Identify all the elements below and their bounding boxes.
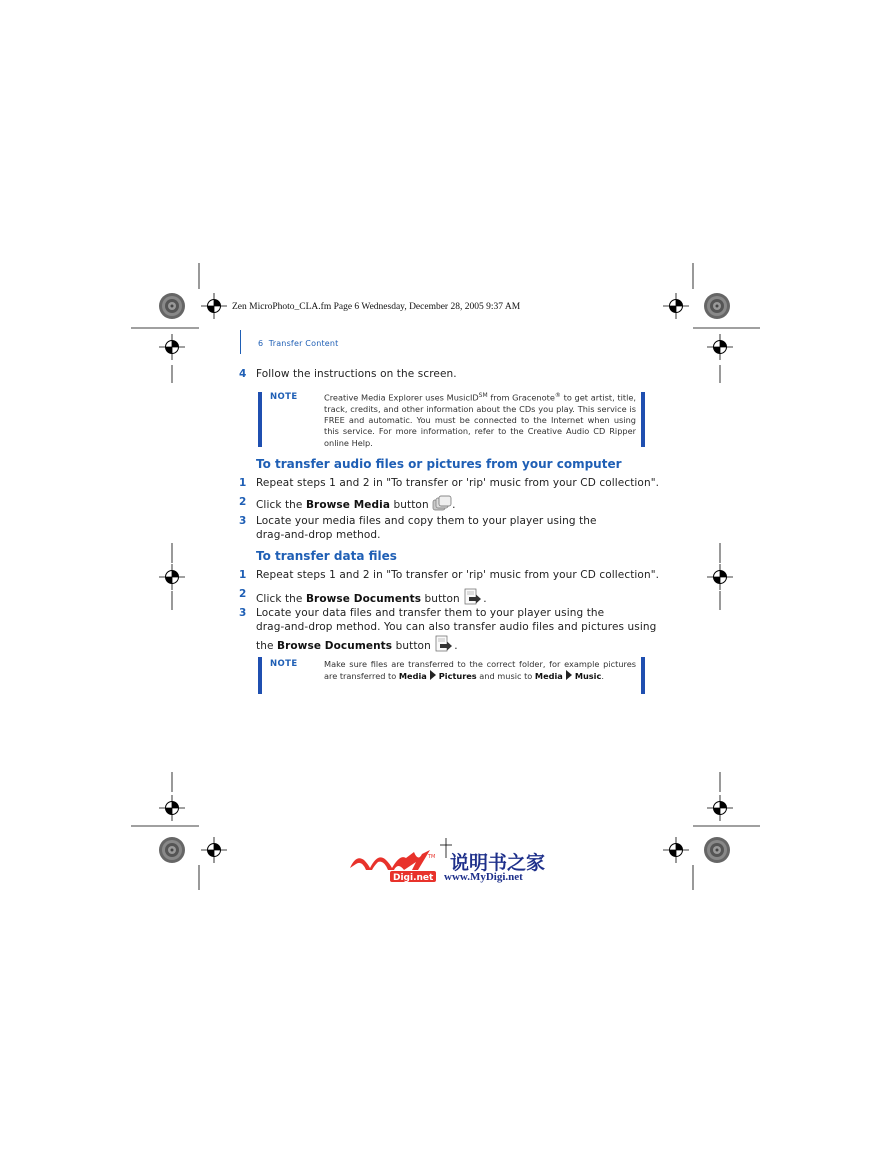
step-number: 3 (239, 515, 247, 527)
svg-text:Digi.net: Digi.net (393, 873, 434, 883)
step-text-part: Click the (256, 593, 306, 605)
button-name: Browse Media (305, 499, 391, 511)
step-number: 3 (239, 607, 247, 619)
step-text-line: Locate your data files and transfer them to your player using the (256, 607, 605, 619)
step-text-part: the (256, 640, 277, 652)
note-text-part: Creative Media Explorer uses MusicID (324, 392, 479, 403)
registration-mark-icon (707, 334, 733, 360)
button-name: Browse Documents (276, 640, 393, 652)
browse-media-icon (432, 495, 452, 515)
step-text-line (256, 634, 656, 658)
note-text-part: . (601, 671, 604, 682)
step-number: 1 (239, 569, 247, 581)
registered-mark: ® (554, 392, 561, 399)
step-text-line: drag-and-drop method. (256, 529, 381, 541)
note-bar (258, 657, 262, 694)
step-text-part: . (454, 640, 458, 652)
breadcrumb-arrow-icon (430, 670, 436, 680)
color-target-icon (704, 293, 730, 319)
note-label: NOTE (270, 659, 298, 669)
note-text-part: and music to (476, 671, 535, 682)
registration-mark-icon (663, 293, 689, 319)
note-text (324, 659, 636, 682)
folder-name: Media (398, 671, 427, 682)
section-heading: To transfer data files (256, 549, 397, 563)
mydigi-logo-icon (348, 848, 440, 884)
note-text-part: to get artist, title, track, credits, and other information about the CDs you play. This service is FREE and automatic. You must be connected to the Internet when using this service. For more information, refer to the Creative Audio CD Ripper online Help. (324, 392, 636, 448)
step-text-part: button (390, 499, 429, 511)
step-number: 2 (239, 588, 247, 600)
color-target-icon (159, 837, 185, 863)
file-slug: Zen MicroPhoto_CLA.fm Page 6 Wednesday, December 28, 2005 9:37 AM (232, 302, 521, 312)
watermark-logo (348, 848, 548, 884)
section-title: Transfer Content (268, 339, 339, 348)
registration-mark-icon (159, 564, 185, 590)
svg-text:TM: TM (428, 854, 436, 860)
step-text-part: . (452, 499, 456, 511)
step-number: 4 (239, 368, 247, 380)
step-text (256, 514, 597, 542)
step-text (256, 495, 456, 515)
button-name: Browse Documents (305, 593, 422, 605)
header-rule (240, 330, 241, 354)
note-label: NOTE (270, 392, 298, 402)
registration-mark-icon (663, 837, 689, 863)
note-bar (641, 657, 645, 694)
step-text-line: drag-and-drop method. You can also transfer audio files and pictures using (256, 621, 657, 633)
step-text-part: . (483, 593, 487, 605)
running-header (258, 339, 339, 348)
registration-mark-icon (201, 837, 227, 863)
folder-name: Music (574, 671, 602, 682)
step-number: 2 (239, 496, 247, 508)
step-text-line: Locate your media files and copy them to your player using the (256, 515, 597, 527)
note-text-part: from Gracenote (487, 392, 555, 403)
step-text-part: Click the (256, 499, 306, 511)
color-target-icon (704, 837, 730, 863)
step-text-part: button (421, 593, 460, 605)
step-text: Follow the instructions on the screen. (256, 368, 457, 380)
registration-mark-icon (707, 564, 733, 590)
folder-name: Media (534, 671, 563, 682)
note-bar (641, 392, 645, 447)
step-number: 1 (239, 477, 247, 489)
registration-mark-icon (707, 795, 733, 821)
breadcrumb-arrow-icon (566, 670, 572, 680)
step-text (256, 606, 656, 658)
registration-mark-icon (159, 334, 185, 360)
note-text (324, 390, 636, 449)
step-text: Repeat steps 1 and 2 in "To transfer or 'rip' music from your CD collection". (256, 569, 660, 581)
color-target-icon (159, 293, 185, 319)
service-mark: SM (478, 392, 488, 399)
step-text-part: button (392, 640, 431, 652)
watermark-chinese: 说明书之家 (450, 852, 546, 874)
section-heading: To transfer audio files or pictures from your computer (256, 457, 622, 471)
watermark-url: www.MyDigi.net (444, 871, 523, 883)
registration-mark-icon (159, 795, 185, 821)
note-text-part: Make sure files are transferred to the correct folder, for example pictures are transferred to (324, 659, 636, 682)
folder-name: Pictures (438, 671, 477, 682)
note-bar (258, 392, 262, 447)
page-number: 6 (258, 339, 264, 348)
browse-documents-icon (434, 634, 454, 658)
step-text: Repeat steps 1 and 2 in "To transfer or 'rip' music from your CD collection". (256, 477, 660, 489)
registration-mark-icon (201, 293, 227, 319)
